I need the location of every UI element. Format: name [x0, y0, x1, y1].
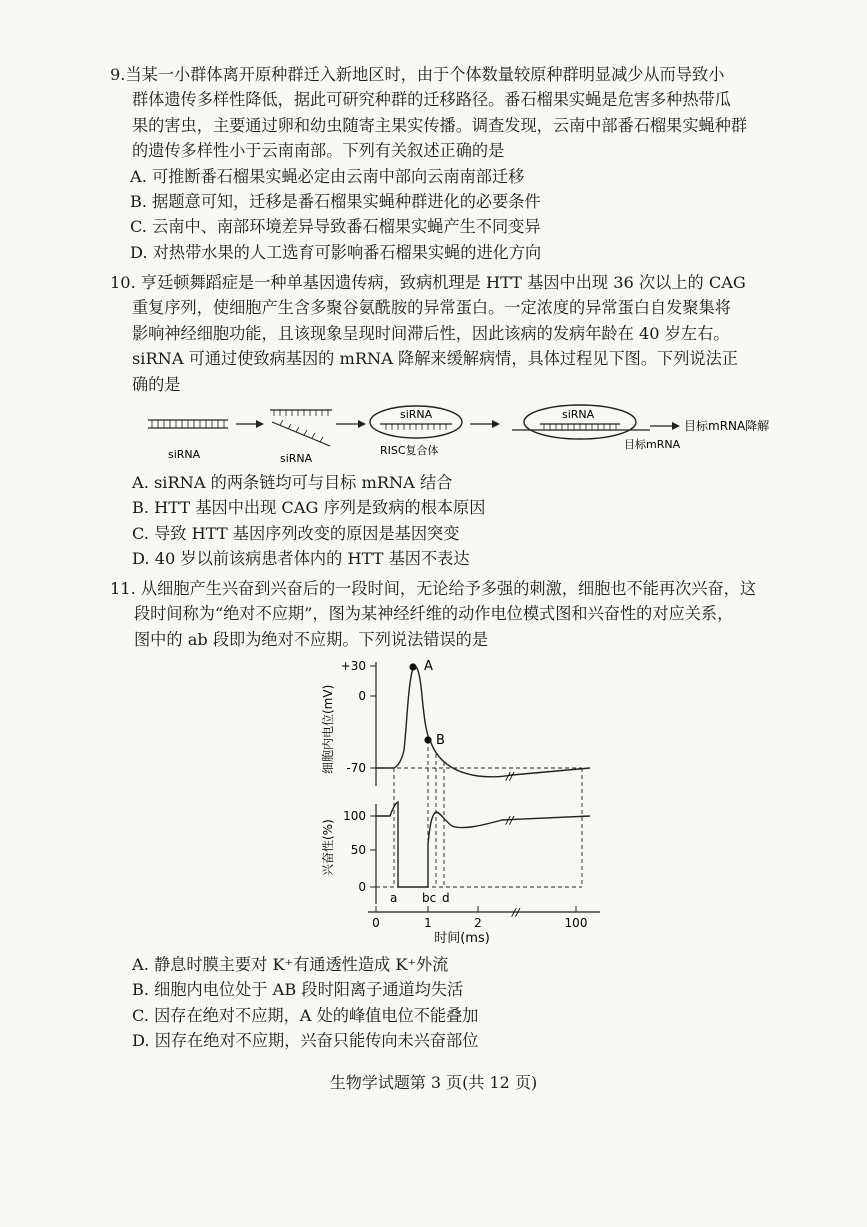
bottom-tick-0: 0	[358, 880, 366, 894]
label-sirna-1: siRNA	[168, 448, 201, 461]
q10-stem-line: 重复序列，使细胞产生含多聚谷氨酰胺的异常蛋白。一定浓度的异常蛋白自发聚集将	[132, 298, 731, 318]
top-y-label: 细胞内电位(mV)	[321, 684, 335, 774]
q10-stem-line: 影响神经细胞功能，且该现象呈现时间滞后性，因此该病的发病年龄在 40 岁左右。	[132, 323, 730, 343]
point-b-label: B	[436, 733, 445, 748]
x-tick-1: 1	[424, 916, 432, 930]
q9-option-a: A. 可推断番石榴果实蝇必定由云南中部向云南南部迁移	[130, 166, 525, 186]
point-a-label: A	[424, 659, 433, 674]
q11-option-d: D. 因存在绝对不应期，兴奋只能传向未兴奋部位	[132, 1031, 479, 1051]
question-11	[110, 576, 810, 652]
q9-stem-line: 的遗传多样性小于云南南部。下列有关叙述正确的是	[132, 141, 505, 161]
x-tick-100: 100	[564, 916, 588, 930]
top-tick-30: +30	[340, 659, 366, 673]
excitability-curve	[376, 802, 590, 887]
q10-option-a: A. siRNA 的两条链均可与目标 mRNA 结合	[132, 473, 453, 492]
mark-a: a	[390, 891, 398, 905]
bottom-y-label: 兴奋性(%)	[321, 819, 335, 876]
q11-stem-line: 图中的 ab 段即为绝对不应期。下列说法错误的是	[134, 629, 489, 649]
bottom-tick-100: 100	[343, 809, 366, 823]
arrow-icon	[470, 420, 500, 428]
q11-option-c: C. 因存在绝对不应期，A 处的峰值电位不能叠加	[132, 1005, 479, 1025]
q10-stem-line: 确的是	[132, 374, 181, 394]
q11-options	[132, 952, 812, 1054]
sirna-process-diagram	[140, 400, 800, 466]
q11-stem-line: 11. 从细胞产生兴奋到兴奋后的一段时间，无论给予多强的刺激，细胞也不能再次兴奋，这	[110, 579, 757, 598]
x-break-mark: //	[512, 906, 520, 919]
label-degrade: 目标mRNA降解	[684, 419, 770, 433]
arrow-icon	[650, 422, 680, 430]
q11-option-a: A. 静息时膜主要对 K⁺有通透性造成 K⁺外流	[132, 955, 449, 974]
page-footer: 生物学试题第 3 页(共 12 页)	[329, 1073, 538, 1092]
bottom-tick-50: 50	[350, 843, 366, 857]
label-risc: RISC复合体	[380, 444, 439, 457]
question-9	[110, 62, 790, 265]
question-10	[110, 270, 790, 397]
x-axis-label: 时间(ms)	[434, 931, 490, 946]
q10-option-b: B. HTT 基因中出现 CAG 序列是致病的根本原因	[132, 498, 486, 518]
q9-option-c: C. 云南中、南部环境差异导致番石榴果实蝇产生不同变异	[130, 217, 541, 237]
arrow-icon	[336, 420, 366, 428]
top-tick-0: 0	[358, 689, 366, 703]
x-tick-2: 2	[474, 916, 482, 930]
x-tick-0: 0	[372, 916, 380, 930]
label-sirna-2: siRNA	[280, 452, 313, 465]
mark-d: d	[442, 891, 450, 905]
q9-stem-line: 9.当某一小群体离开原种群迁入新地区时，由于个体数量较原种群明显减少从而导致小	[110, 65, 725, 84]
label-oval-1: siRNA	[400, 408, 433, 421]
q10-option-d: D. 40 岁以前该病患者体内的 HTT 基因不表达	[132, 549, 470, 569]
bottom-break-mark: //	[506, 814, 514, 827]
q11-option-b: B. 细胞内电位处于 AB 段时阳离子通道均失活	[132, 980, 464, 1000]
q10-option-c: C. 导致 HTT 基因序列改变的原因是基因突变	[132, 523, 460, 543]
dashed-guides	[376, 740, 582, 887]
point-a-marker	[409, 663, 416, 670]
q9-option-b: B. 据题意可知，迁移是番石榴果实蝇种群进化的必要条件	[130, 192, 541, 212]
q9-option-d: D. 对热带水果的人工选育可影响番石榴果实蝇的进化方向	[130, 242, 542, 262]
top-tick-70: -70	[346, 761, 366, 775]
action-potential-curve	[376, 666, 590, 776]
q11-stem-line: 段时间称为“绝对不应期”，图为某神经纤维的动作电位模式图和兴奋性的对应关系，	[134, 604, 734, 624]
mark-bc: bc	[422, 891, 437, 905]
arrow-icon	[236, 420, 264, 428]
label-target-mrna: 目标mRNA	[624, 438, 681, 451]
q9-stem-line: 群体遗传多样性降低，据此可研究种群的迁移路径。番石榴果实蝇是危害多种热带瓜	[132, 90, 731, 110]
sirna-duplex	[148, 420, 228, 428]
label-oval-2: siRNA	[562, 408, 595, 421]
sirna-separating	[270, 410, 332, 446]
q9-stem-line: 果的害虫，主要通过卵和幼虫随寄主果实传播。调查发现，云南中部番石榴果实蝇种群	[132, 115, 748, 135]
q10-stem-line: 10. 亨廷顿舞蹈症是一种单基因遗传病，致病机理是 HTT 基因中出现 36 次以上的 CAG	[110, 273, 746, 292]
top-break-mark: //	[506, 770, 514, 783]
action-potential-chart	[310, 654, 610, 946]
q10-options	[132, 470, 812, 572]
q10-stem-line: siRNA 可通过使致病基因的 mRNA 降解来缓解病情，具体过程见下图。下列说法正	[132, 349, 738, 369]
